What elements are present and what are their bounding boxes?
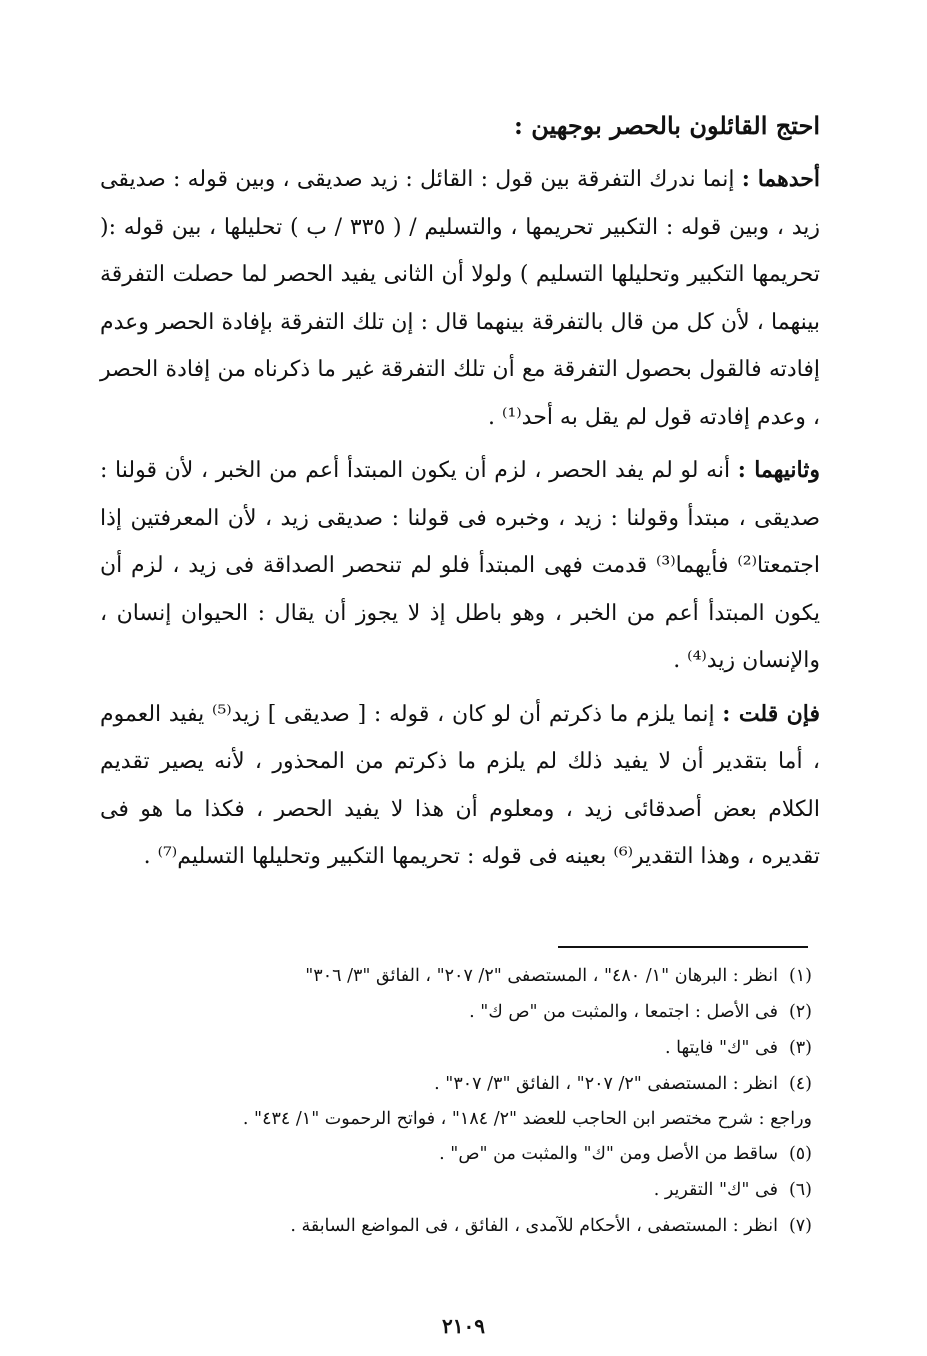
footnote-text: فى "ك" فايتها .	[665, 1038, 778, 1058]
footnote-item	[100, 958, 812, 994]
footnotes	[100, 958, 812, 1244]
footnote-item	[100, 1172, 812, 1208]
main-text	[100, 100, 820, 887]
paragraph-text: إنما يلزم ما ذكرتم أن لو كان ، قوله : [ صديقى ] زيد⁽⁵⁾ يفيد العموم ، أما بتقدير أن لا يفيد ذلك لم يلزم ما ذكرتم من المحذور ، لأنه يصير تقديم الكلام بعض أصدقائى زيد ، ومعلوم أن هذا لا يفيد الحصر ، فكذا ما هو فى تقديره ، وهذا التقدير⁽⁶⁾ بعينه فى قوله : تحريمها التكبير وتحليلها التسليم⁽⁷⁾ .	[100, 701, 820, 869]
footnote-item	[100, 1136, 812, 1172]
footnote-item	[100, 1066, 812, 1102]
footnote-number: (٣)	[788, 1038, 812, 1058]
footnote-number: (٢)	[788, 1002, 812, 1022]
paragraph-text: إنما ندرك التفرقة بين قول : القائل : زيد صديقى ، وبين قوله : صديقى زيد ، وبين قوله : التكبير تحريمها ، والتسليم / ( ٣٣٥ / ب ) تحليلها ، بين قوله :( تحريمها التكبير وتحليلها التسليم ) ولولا أن الثانى يفيد الحصر لما حصلت التفرقة بينهما ، لأن كل من قال بالتفرقة بينهما قال : إن تلك التفرقة بإفادة الحصر وعدم إفادته فالقول بحصول التفرقة مع أن تلك التفرقة غير ما ذكرناه من إفادة الحصر ، وعدم إفادته قول لم يقل به أحد⁽¹⁾ .	[100, 167, 821, 430]
footnote-number: (٦)	[788, 1180, 812, 1200]
footnote-number: (٤)	[788, 1074, 812, 1094]
footnote-item	[100, 1030, 812, 1066]
footnote-text: ساقط من الأصل ومن "ك" والمثبت من "ص" .	[439, 1144, 778, 1164]
footnote-text: فى الأصل : اجتمعا ، والمثبت من "ص ك" .	[469, 1002, 778, 1022]
paragraph-first-argument	[100, 156, 820, 441]
paragraph-objection	[100, 691, 820, 881]
paragraph-lead: أحدهما :	[741, 166, 820, 192]
section-heading: احتج القائلون بالحصر بوجهين :	[514, 111, 820, 140]
footnote-number: (٧)	[788, 1216, 812, 1236]
footnote-text: انظر : المستصفى "٢/ ٢٠٧" ، الفائق "٣/ ٣٠٧" .	[434, 1074, 778, 1094]
paragraph-lead: فإن قلت :	[722, 700, 820, 727]
footnote-number: (١)	[788, 966, 812, 986]
footnote-continuation: وراجع : شرح مختصر ابن الحاجب للعضد "٢/ ١٨٤" ، فواتح الرحموت "١/ ٤٣٤" .	[242, 1109, 812, 1129]
page-number: ٢١٠٩	[442, 1314, 485, 1338]
footnote-item	[100, 1208, 812, 1244]
footnote-text: انظر : البرهان "١/ ٤٨٠" ، المستصفى "٢/ ٢٠٧" ، الفائق "٣/ ٣٠٦"	[305, 966, 778, 986]
paragraph-second-argument	[100, 447, 820, 685]
footnote-separator	[558, 946, 808, 948]
footnote-text: انظر : المستصفى ، الأحكام للآمدى ، الفائق ، فى المواضع السابقة .	[290, 1216, 778, 1236]
paragraph-lead: وثانيهما :	[737, 457, 820, 483]
footnote-text: فى "ك" التقرير .	[653, 1180, 778, 1200]
footnote-item	[100, 994, 812, 1030]
footnote-number: (٥)	[788, 1144, 812, 1164]
paragraph-text: أنه لو لم يفد الحصر ، لزم أن يكون المبتدأ أعم من الخبر ، لأن قولنا : صديقى ، مبتدأ وقولنا : زيد ، وخبره فى قولنا : صديقى زيد ، لأن المعرفتين إذا اجتمعتا⁽²⁾ فأيهما⁽³⁾ قدمت فهى المبتدأ فلو لم تنحصر الصداقة فى زيد ، لزم أن يكون المبتدأ أعم من الخبر ، وهو باطل إذ لا يجوز أن يقال : الحيوان إنسان ، والإنسان زيد⁽⁴⁾ .	[100, 458, 820, 673]
